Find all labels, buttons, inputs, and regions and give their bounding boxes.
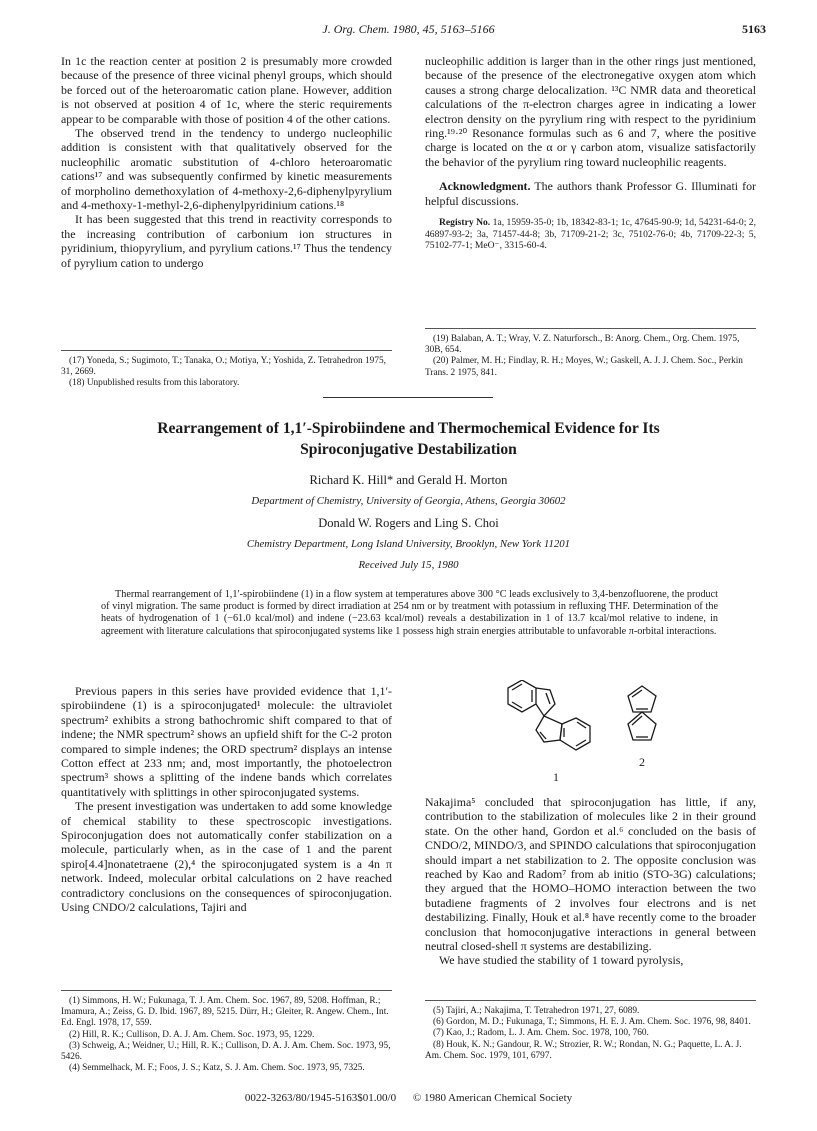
footnote-divider [425, 328, 756, 329]
journal-citation: J. Org. Chem. 1980, 45, 5163–5166 [322, 22, 495, 36]
article-title [60, 418, 757, 460]
title-line: Rearrangement of 1,1′-Spirobiindene and Thermochemical Evidence for Its [157, 420, 660, 437]
article-separator [323, 397, 493, 398]
affiliation-1: Department of Chemistry, University of Georgia, Athens, Georgia 30602 [251, 495, 566, 507]
structure-figure [480, 680, 760, 786]
footnote: (5) Tajiri, A.; Nakajima, T. Tetrahedron 1971, 27, 6089. [433, 1006, 640, 1016]
paragraph: The observed trend in the tendency to undergo nucleophilic addition is consistent with that qualitatively observed for the nucleophilic aromatic substitution of 4-chloro heteroaromatic cations¹⁷ and was subsequently confirmed by kinetic measurements of morpholino demethoxylation of 4-methoxy-2,6-diphenylpyrylium and 4-methoxy-1-methyl-2,6-diphenylpyridinium cations.¹⁸ [61, 126, 392, 213]
copyright: © 1980 American Chemical Society [412, 1092, 573, 1104]
paragraph: Nakajima⁵ concluded that spiroconjugation has little, if any, contribution to the stabilization of molecules like 2 in their ground state. On the other hand, Gordon et al.⁶ concluded on the basis of CNDO/2, MINDO/3, and SPINDO calculations that spiroconjugation should impart a net stabilization to 2. The opposite conclusion was reached by Kao and Radom⁷ from ab initio (STO-3G) calculations; they argued that the HOMO–HOMO interaction between the two butadiene fragments of 2 involves four electrons and is net destabilizing. Finally, Houk et al.⁸ have recently come to the broader conclusion that homoconjugative interactions in general between neutral closed-shell π systems are destabilizing. [425, 795, 756, 954]
footnote: (1) Simmons, H. W.; Fukunaga, T. J. Am. Chem. Soc. 1967, 89, 5208. Hoffman, R.; Imamura, A.; Zeiss, G. D. Ibid. 1967, 89, 5215. Dürr, H.; Gleiter, R. Angew. Chem., Int. Ed. Engl. 1978, 17, 559. [61, 996, 389, 1029]
paragraph: nucleophilic addition is larger than in the other rings just mentioned, because of the presence of the electronegative oxygen atom which causes a strong charge delocalization. ¹³C NMR data and theoretical calculations of the π-electron charges agree in indicating a lower electron density on the pyrylium ring with respect to the pyridinium ring.¹⁹·²⁰ Resonance formulas such as 6 and 7, where the positive charge is located on the α or γ carbon atom, visualize satisfactorily the behavior of the pyrylium ring toward nucleophilic reagents. [425, 54, 756, 169]
bottom-right-column [425, 795, 756, 968]
footnote-divider [61, 990, 392, 991]
structure-label-1: 1 [553, 770, 559, 784]
received-date: Received July 15, 1980 [358, 559, 459, 571]
running-header [0, 22, 817, 38]
footnote: (20) Palmer, M. H.; Findlay, R. H.; Moyes, W.; Gaskell, A. J. J. Chem. Soc., Perkin Trans. 2 1975, 841. [425, 356, 743, 378]
bottom-left-footnotes [61, 996, 392, 1074]
abstract: Thermal rearrangement of 1,1′-spirobiindene (1) in a flow system at temperatures above 300 °C leads exclusively to 3,4-benzofluorene, the product of vinyl migration. The same product is formed by direct irradiation at 254 nm or by treatment with potassium in refluxing THF. Determination of the heats of hydrogenation of 1 (−61.0 kcal/mol) and indene (−23.63 kcal/mol) reveals a destabilization in 1 of 13.7 kcal/mol relative to indene, in agreement with literature calculations that spiroconjugated systems like 1 possess high strain energies attributable to unfavorable π-orbital interactions. [101, 589, 718, 637]
footnote: (17) Yoneda, S.; Sugimoto, T.; Tanaka, O.; Motiya, Y.; Yoshida, Z. Tetrahedron 1975, 31, 2669. [61, 356, 386, 378]
top-left-column [61, 54, 392, 270]
registry-numbers [425, 217, 756, 252]
paragraph: In 1c the reaction center at position 2 is presumably more crowded because of the presence of three vicinal phenyl groups, which should be forced out of the heteroaromatic cation plane. However, addition is not observed at position 4 of 1c, where the steric requirements appear to be comparable with those of position 4 of the other cations. [61, 54, 392, 126]
page-number: 5163 [742, 22, 766, 36]
spiro-structures-drawing [480, 680, 760, 786]
acknowledgment-text: The authors thank Professor G. Illuminati for helpful discussions. [425, 179, 756, 208]
title-line: Spiroconjugative Destabilization [300, 441, 517, 458]
paragraph: It has been suggested that this trend in reactivity corresponds to the increasing contribution of carbonium ion structures in pyridinium, thiopyrylium, and pyrylium cations.¹⁷ Thus the tendency of pyrylium cation to undergo [61, 212, 392, 270]
footnote: (8) Houk, K. N.; Gandour, R. W.; Strozier, R. W.; Rondan, N. G.; Paquette, L. A. J. Am. Chem. Soc. 1979, 101, 6797. [425, 1039, 742, 1061]
footnote: (4) Semmelhack, M. F.; Foos, J. S.; Katz, S. J. Am. Chem. Soc. 1973, 95, 7325. [69, 1063, 365, 1074]
authors-2: Donald W. Rogers and Ling S. Choi [318, 516, 499, 530]
paragraph: Previous papers in this series have provided evidence that 1,1′-spirobiindene (1) is a spiroconjugated¹ molecule: the ultraviolet spectrum² exhibits a strong bathochromic shift compared to that of indene; the NMR spectrum² shows an upfield shift for the C-2 proton compared to simple indenes; the ORD spectrum² displays an intense Cotton effect at 233 nm; and, most importantly, the photoelectron spectrum³ shows a splitting of the indene bands which correlates quantitatively with splittings in other spiroconjugated systems. [61, 684, 392, 799]
acknowledgment-heading: Acknowledgment. [439, 179, 531, 194]
footnote: (3) Schweig, A.; Weidner, U.; Hill, R. K.; Cullison, D. A. J. Am. Chem. Soc. 1973, 95, 5426. [61, 1040, 391, 1063]
paragraph: The present investigation was undertaken to add some knowledge of chemical stability to these spectroscopic investigations. Spiroconjugation does not automatically confer stabilization on a molecule, particularly when, as in the case of 1 and the parent spiro[4.4]nonatetraene (2),⁴ the spiroconjugated system is a 4n π network. Indeed, molecular orbital calculations on 2 have reached contradictory conclusions on the consequences of spiroconjugation. Using CNDO/2 calculations, Tajiri and [61, 799, 392, 915]
footnote: (2) Hill, R. K.; Cullison, D. A. J. Am. Chem. Soc. 1973, 95, 1229. [69, 1029, 315, 1040]
footnote: (7) Kao, J.; Radom, L. J. Am. Chem. Soc. 1978, 100, 760. [433, 1028, 649, 1039]
top-right-column [425, 54, 756, 252]
footnote-divider [425, 1000, 756, 1001]
footnote-divider [61, 350, 392, 351]
page-footer [0, 1092, 817, 1104]
footnote: (6) Gordon, M. D.; Fukunaga, T.; Simmons, H. E. J. Am. Chem. Soc. 1976, 98, 8401. [433, 1017, 751, 1028]
bottom-left-column [61, 684, 392, 915]
authors-1: Richard K. Hill* and Gerald H. Morton [309, 473, 508, 487]
spirobiindene-structure [508, 680, 590, 750]
registry-text: 1a, 15959-35-0; 1b, 18342-83-1; 1c, 47645-90-9; 1d, 54231-64-0; 2, 46897-93-2; 3a, 71457-44-8; 3b, 71709-21-2; 3c, 75102-76-0; 4b, 71709-22-3; 5, 75102-77-1; MeO⁻, 3315-60-4. [425, 217, 757, 252]
bottom-right-footnotes [425, 1006, 756, 1062]
spirononatetraene-structure [628, 686, 656, 740]
footnote: (19) Balaban, A. T.; Wray, V. Z. Naturforsch., B: Anorg. Chem., Org. Chem. 1975, 30B, 654. [425, 334, 740, 356]
article-code: 0022-3263/80/1945-5163$01.00/0 [244, 1092, 397, 1104]
paragraph: We have studied the stability of 1 toward pyrolysis, [439, 953, 684, 968]
registry-heading: Registry No. [439, 217, 491, 229]
acknowledgment [425, 179, 756, 208]
structure-label-2: 2 [639, 755, 645, 769]
footnote: (18) Unpublished results from this laboratory. [69, 378, 240, 389]
top-left-footnotes [61, 356, 392, 390]
affiliation-2: Chemistry Department, Long Island University, Brooklyn, New York 11201 [246, 538, 571, 550]
top-right-footnotes [425, 334, 756, 379]
